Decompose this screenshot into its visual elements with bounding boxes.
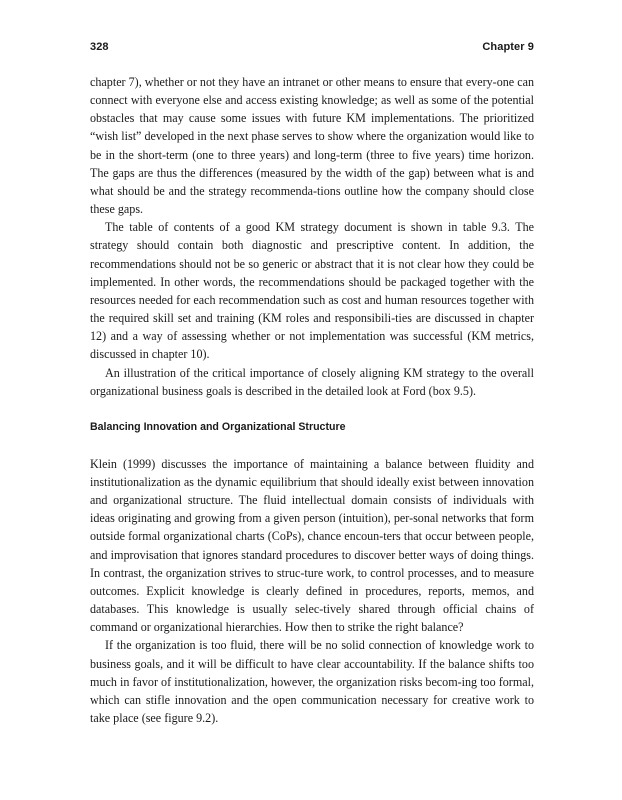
body-text xyxy=(90,73,534,727)
paragraph-3: An illustration of the critical importance of closely aligning KM strategy to the overall organizational business goals is described in the detailed look at Ford (box 9.5). xyxy=(90,365,534,398)
page-number: 328 xyxy=(90,41,109,53)
section-heading: Balancing Innovation and Organizational Structure xyxy=(90,420,346,433)
paragraph-4: Klein (1999) discusses the importance of maintaining a balance between fluidity and institutionalization as the dynamic equilibrium that should ideally exist between innovation and organizational structure. The fluid intellectual domain consists of individuals with ideas originating and growing from a given person (intuition), per-sonal networks that form outside formal organizational charts (CoPs), chance encoun-ters that occur between people, and improvisation that ignores standard procedures to discover better ways of doing things. In contrast, the organization strives to struc-ture work, to control processes, and to measure outcomes. Explicit knowledge is clearly defined in procedures, reports, memos, and databases. This knowledge is usually selec-tively shared through official chains of command or organizational hierarchies. How then to strike the right balance? xyxy=(90,456,534,635)
paragraph-2: The table of contents of a good KM strategy document is shown in table 9.3. The strategy should contain both diagnostic and prescriptive content. In addition, the recommendations should not be so generic or abstract that it is not clear how they could be implemented. In other words, the recommendations should be packaged together with the resources needed for each recommendation such as cost and human resources together with the required skill set and training (KM roles and responsibili-ties are discussed in chapter 12) and a way of assessing whether or not implementation was successful (KM metrics, discussed in chapter 10). xyxy=(90,220,534,362)
chapter-label: Chapter 9 xyxy=(482,41,534,53)
paragraph-1: chapter 7), whether or not they have an intranet or other means to ensure that every-one can connect with everyone else and access existing knowledge; as well as some of the potential obstacles that may cause some issues with future KM implementations. The prioritized “wish list” developed in the next phase serves to show where the organization would like to be in the short-term (one to three years) and long-term (three to five years) time horizon. The gaps are thus the differences (measured by the width of the gap) between what is and what should be and the strategy recommenda-tions outline how the company should close these gaps. xyxy=(90,75,534,217)
paragraph-5: If the organization is too fluid, there will be no solid connection of knowledge work to business goals, and it will be difficult to have clear accountability. If the balance shifts too much in favor of institutionalization, however, the organization risks becom-ing too formal, which can stifle innovation and the open communication necessary for creative work to take place (see figure 9.2). xyxy=(90,638,534,725)
